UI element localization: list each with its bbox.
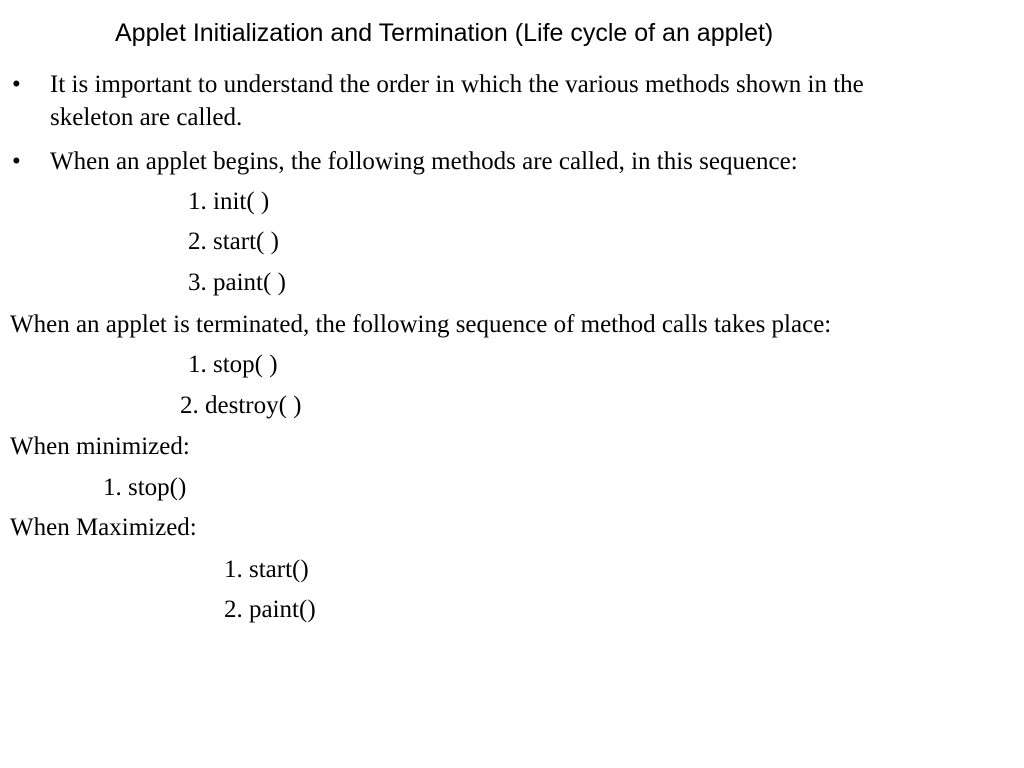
terminate-heading: When an applet is terminated, the following sequence of method calls takes place:	[10, 311, 832, 338]
slide-title: Applet Initialization and Termination (Life cycle of an applet)	[115, 19, 774, 47]
maximized-step-paint: 2. paint()	[224, 596, 316, 623]
begin-step-paint: 3. paint( )	[188, 269, 286, 296]
terminate-step-destroy: 2. destroy( )	[180, 392, 302, 419]
begin-step-init: 1. init( )	[188, 188, 270, 215]
maximized-step-start: 1. start()	[224, 556, 309, 583]
bullet-marker: •	[12, 71, 21, 98]
bullet-marker: •	[12, 148, 21, 175]
begin-step-start: 2. start( )	[188, 228, 279, 255]
maximized-heading: When Maximized:	[10, 514, 197, 541]
bullet-1-line-2: skeleton are called.	[50, 104, 243, 131]
terminate-step-stop: 1. stop( )	[188, 351, 278, 378]
bullet-2-line-1: When an applet begins, the following methods are called, in this sequence:	[50, 148, 798, 175]
minimized-heading: When minimized:	[10, 433, 190, 460]
bullet-1-line-1: It is important to understand the order in which the various methods shown in the	[50, 71, 864, 98]
minimized-step-stop: 1. stop()	[103, 474, 187, 501]
